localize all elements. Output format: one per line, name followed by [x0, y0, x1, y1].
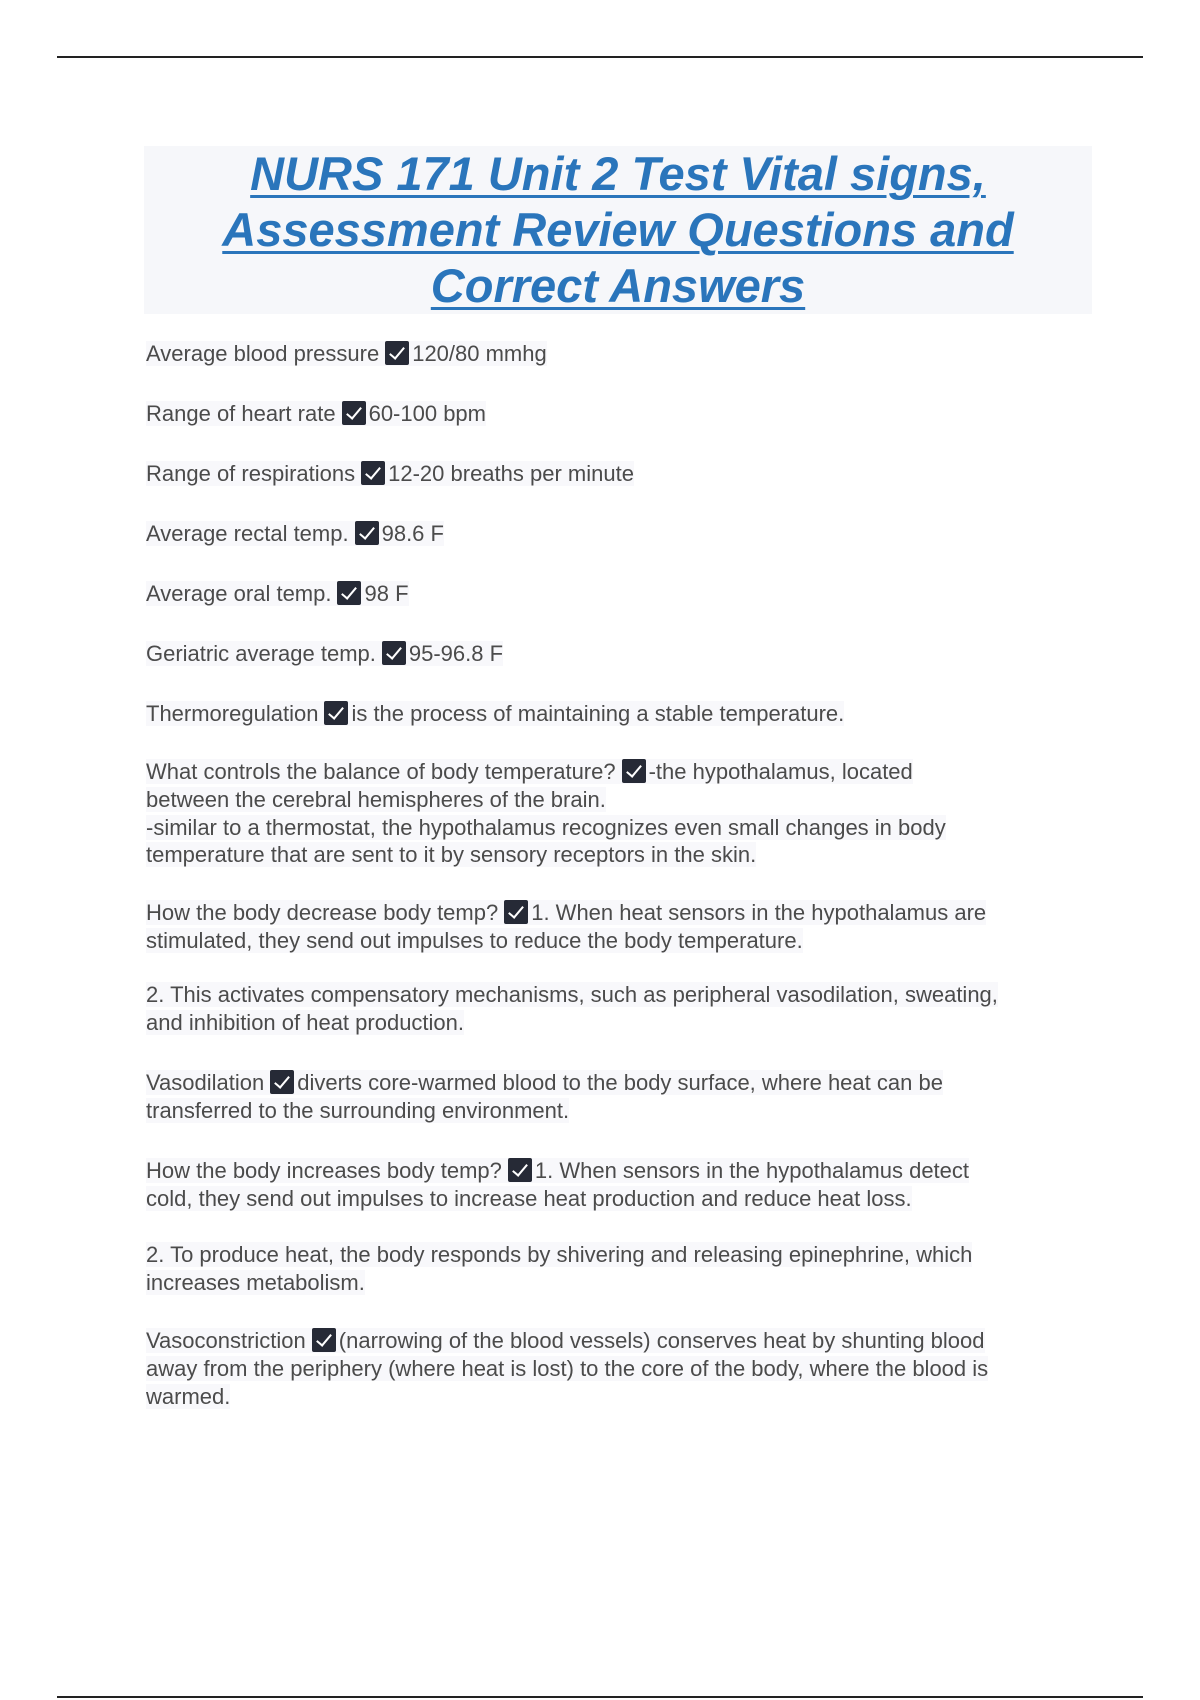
qa-term: How the body decrease body temp? [146, 900, 499, 925]
checkmark-box-icon [312, 1328, 336, 1352]
qa-answer: 95-96.8 F [408, 641, 504, 666]
qa-item-temperature-control [146, 758, 1086, 868]
qa-answer: (narrowing of the blood vessels) conserves heat by shunting blood [338, 1328, 985, 1353]
checkmark-box-icon [355, 521, 379, 545]
qa-term: Range of respirations [146, 461, 356, 486]
title-line-2[interactable]: Assessment Review Questions and [222, 203, 1014, 256]
qa-item-increase-temp-step-2 [146, 1241, 1086, 1297]
qa-continuation: warmed. [146, 1384, 231, 1409]
qa-item-vasodilation [146, 1069, 1086, 1125]
qa-item-rectal-temp [146, 520, 1086, 548]
title-line-3[interactable]: Correct Answers [430, 259, 806, 312]
qa-answer: 60-100 bpm [368, 401, 486, 426]
qa-term: Thermoregulation [146, 701, 319, 726]
checkmark-box-icon [342, 401, 366, 425]
qa-item-heart-rate [146, 400, 1086, 428]
qa-answer: 98 F [364, 581, 409, 606]
qa-answer: 12-20 breaths per minute [388, 461, 634, 486]
qa-text-line: 2. To produce heat, the body responds by shivering and releasing epinephrine, which [146, 1242, 973, 1267]
qa-answer: diverts core-warmed blood to the body surface, where heat can be [297, 1070, 943, 1095]
qa-continuation: -similar to a thermostat, the hypothalamus recognizes even small changes in body [146, 815, 946, 840]
qa-continuation: stimulated, they send out impulses to reduce the body temperature. [146, 928, 803, 953]
qa-text-line: increases metabolism. [146, 1270, 365, 1295]
qa-term: Average oral temp. [146, 581, 332, 606]
qa-term: Geriatric average temp. [146, 641, 376, 666]
qa-item-average-blood-pressure [146, 340, 1086, 368]
bottom-page-rule [57, 1696, 1143, 1698]
qa-answer: 1. When heat sensors in the hypothalamus are [531, 900, 987, 925]
title-line-1[interactable]: NURS 171 Unit 2 Test Vital signs, [250, 147, 986, 200]
checkmark-box-icon [382, 641, 406, 665]
qa-term: Vasoconstriction [146, 1328, 306, 1353]
checkmark-box-icon [504, 900, 528, 924]
top-page-rule [57, 56, 1143, 58]
qa-answer: 1. When sensors in the hypothalamus detect [534, 1158, 970, 1183]
qa-text-line: and inhibition of heat production. [146, 1010, 465, 1035]
qa-answer: -the hypothalamus, located [648, 759, 913, 784]
qa-continuation: cold, they send out impulses to increase heat production and reduce heat loss. [146, 1186, 912, 1211]
qa-continuation: temperature that are sent to it by sensory receptors in the skin. [146, 842, 757, 867]
qa-continuation: away from the periphery (where heat is lost) to the core of the body, where the blood is [146, 1356, 989, 1381]
checkmark-box-icon [324, 701, 348, 725]
checkmark-box-icon [361, 461, 385, 485]
qa-answer: is the process of maintaining a stable temperature. [351, 701, 845, 726]
qa-item-increase-temp [146, 1157, 1086, 1213]
document-title [144, 146, 1092, 314]
checkmark-box-icon [622, 759, 646, 783]
qa-item-decrease-temp-step-2 [146, 981, 1086, 1037]
qa-item-vasoconstriction [146, 1327, 1086, 1411]
qa-term: Vasodilation [146, 1070, 265, 1095]
qa-term: Range of heart rate [146, 401, 336, 426]
qa-item-geriatric-temp [146, 640, 1086, 668]
qa-item-respirations [146, 460, 1086, 488]
checkmark-box-icon [385, 341, 409, 365]
checkmark-box-icon [270, 1070, 294, 1094]
qa-term: How the body increases body temp? [146, 1158, 502, 1183]
qa-answer: 120/80 mmhg [412, 341, 547, 366]
checkmark-box-icon [508, 1158, 532, 1182]
qa-term: What controls the balance of body temperature? [146, 759, 616, 784]
qa-item-oral-temp [146, 580, 1086, 608]
qa-continuation: transferred to the surrounding environment. [146, 1098, 570, 1123]
qa-text-line: 2. This activates compensatory mechanisms, such as peripheral vasodilation, sweating, [146, 982, 998, 1007]
qa-continuation: between the cerebral hemispheres of the brain. [146, 787, 606, 812]
qa-term: Average blood pressure [146, 341, 380, 366]
qa-term: Average rectal temp. [146, 521, 349, 546]
qa-answer: 98.6 F [381, 521, 444, 546]
qa-item-thermoregulation [146, 700, 1086, 728]
checkmark-box-icon [337, 581, 361, 605]
qa-list [146, 340, 1086, 1411]
qa-item-decrease-temp [146, 899, 1086, 955]
